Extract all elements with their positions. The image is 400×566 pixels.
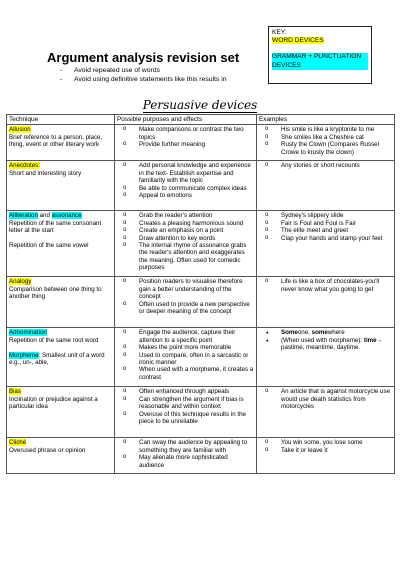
examples-cell [257, 125, 395, 161]
list-item: o Overuse of this technique results in the piece to be unreliable [117, 411, 254, 426]
list-item: o Add personal knowledge and experience in the text- Establish expertise and familiarity with the topic [117, 162, 254, 184]
technique-cell [7, 387, 115, 438]
key-word-devices: WORD DEVICES [272, 37, 324, 45]
purposes-cell [115, 387, 257, 438]
examples-cell [257, 277, 395, 328]
purposes-cell [115, 125, 257, 161]
list-item: o Fair is Foul and Foul is Fair [259, 220, 392, 227]
list-item: o Take it or leave it [259, 447, 392, 454]
table-row [7, 387, 395, 438]
purposes-cell [115, 328, 257, 387]
list-item: o Creates a pleasing harmonious sound [117, 220, 254, 227]
technique-cell [7, 277, 115, 328]
instruction-list [60, 66, 227, 84]
technique-cell [7, 438, 115, 474]
key-label: KEY: [272, 29, 287, 36]
list-item: o An article that is against motorcycle use would use death statistics from motorcycles [259, 388, 392, 410]
technique-name: Allusion [9, 126, 31, 134]
technique-description: Brief reference to a person, place, thing, event or other literary work [9, 133, 103, 149]
purposes-cell [115, 277, 257, 328]
examples-cell [257, 211, 395, 277]
header-examples: Examples [257, 115, 395, 125]
list-item: o Often used to provide a new perspective or deeper meaning of the concept [117, 301, 254, 316]
list-item: o Provide further meaning [117, 141, 254, 148]
technique-cell: Alliteration and assonance Repetition of the same consonant letter at the start Repetition of the same vowel [7, 211, 115, 277]
document-title: Argument analysis revision set [47, 50, 240, 65]
arrow-icon: → [376, 336, 383, 344]
list-item: o Often enhanced through appeals [117, 388, 254, 395]
devices-table [6, 114, 395, 474]
table-row [7, 277, 395, 328]
technique-name: Cliché [9, 439, 27, 447]
list-item: o Create an emphasis on a point [117, 227, 254, 234]
technique-description: Comparison between one thing to another thing [9, 285, 102, 301]
morpheme-description: : Smallest unit of a word e.g., un-, able, [9, 351, 105, 367]
table-header-row [7, 115, 395, 125]
examples-cell [257, 438, 395, 474]
list-item: o She smiles like a Cheshire cat [259, 134, 392, 141]
technique-name-2: assonance [51, 212, 82, 220]
list-item: o Sydney's slippery slide [259, 212, 392, 219]
table-row [7, 211, 395, 277]
list-item: o You win some, you lose some [259, 439, 392, 446]
list-item: o Can sway the audience by appealing to something they are familiar with [117, 439, 254, 454]
header-purposes: Possible purposes and effects [115, 115, 257, 125]
list-item: o The internal rhyme of assonance grabs the reader's attention and exaggerates the meaning. Often used for comedic purposes [117, 242, 254, 272]
technique-description: Repetition of the same root word [9, 336, 99, 344]
instruction-item: - Avoid using definitive statements like this results in [60, 76, 227, 83]
list-item: o Position readers to visualise therefore gain a better understanding of the concept [117, 278, 254, 300]
list-item: o Any stories or short recounts [259, 162, 392, 169]
technique-cell [7, 161, 115, 211]
list-item: o The elite meet and greet [259, 227, 392, 234]
technique-name: Alliteration [9, 212, 38, 220]
list-item: o May alienate more sophisticated audience [117, 454, 254, 469]
technique-name: Adnomination [9, 329, 47, 337]
list-item: ● Someone, somewhere [259, 329, 392, 336]
key-box [268, 26, 372, 84]
list-item: o Life is like a box of chocolates-you'll never know what you going to get [259, 278, 392, 293]
key-grammar-devices: GRAMMAR + PUNCTUATION DEVICES [272, 53, 368, 69]
technique-name: Bias [9, 388, 22, 396]
examples-cell [257, 387, 395, 438]
table-row [7, 161, 395, 211]
purposes-cell [115, 161, 257, 211]
list-item: o Be able to communicate complex ideas [117, 185, 254, 192]
table-row [7, 328, 395, 387]
technique-cell [7, 125, 115, 161]
table-row [7, 438, 395, 474]
technique-description: Short and interesting story [9, 169, 82, 177]
technique-description-2: Repetition of the same vowel [9, 242, 89, 250]
list-item: o Can strengthen the argument if bias is reasonable and within context [117, 396, 254, 411]
list-item: o Make comparisons or contrast the two topics [117, 126, 254, 141]
list-item: o Used to compare, often in a sarcastic or ironic manner [117, 352, 254, 367]
table-row [7, 125, 395, 161]
technique-description: Repetition of the same consonant letter at the start [9, 219, 102, 235]
purposes-cell [115, 438, 257, 474]
examples-cell [257, 161, 395, 211]
technique-name: Analogy [9, 278, 32, 286]
list-item: o When used with a morpheme, it creates a contrast [117, 366, 254, 381]
instruction-item: - Avoid repeated use of words [60, 67, 161, 74]
list-item: o His smile is like a kryptonite to me [259, 126, 392, 133]
technique-name: Anecdotes: [9, 162, 40, 170]
list-item: ● (When used with morpheme): time→ pastime, meantime, daytime. [259, 337, 392, 352]
section-title: Persuasive devices [142, 98, 258, 112]
technique-description: Overused phrase or opinion [9, 446, 86, 454]
header-technique: Technique [7, 115, 115, 125]
list-item: o Clap your hands and stamp your feet [259, 235, 392, 242]
list-item: o Engage the audience, capture their attention to a specific point [117, 329, 254, 344]
purposes-cell [115, 211, 257, 277]
list-item: o Draw attention to key words [117, 235, 254, 242]
technique-description: Inclination or prejudice against a particular idea [9, 395, 98, 411]
morpheme-label: Morpheme [9, 351, 39, 359]
list-item: o Makes the point more memorable [117, 344, 254, 351]
technique-cell [7, 328, 115, 387]
examples-cell [257, 328, 395, 387]
list-item: o Rusty the Clown (Compares Russel Crowe to krusty the clown) [259, 141, 392, 156]
list-item: o Grab the reader's attention [117, 212, 254, 219]
list-item: o Appeal to emotions [117, 192, 254, 199]
